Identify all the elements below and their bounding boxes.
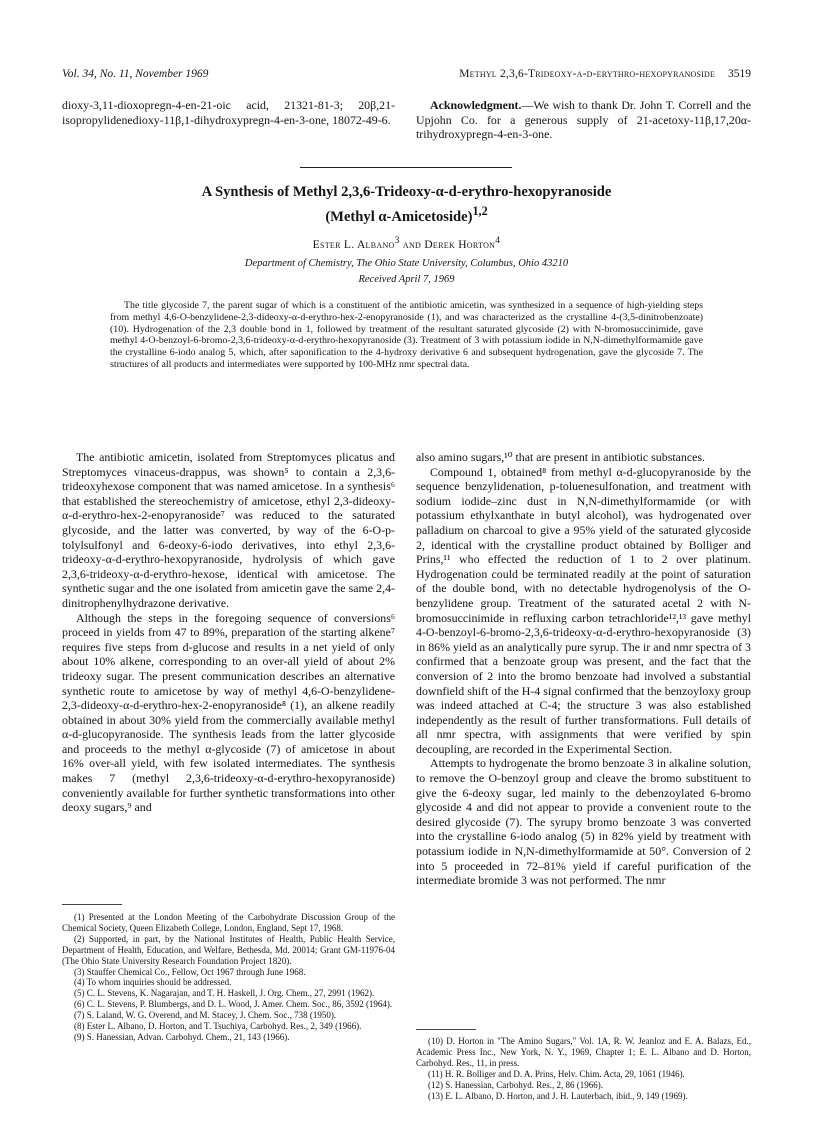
footnote: (5) C. L. Stevens, K. Nagarajan, and T. H. Haskell, J. Org. Chem., 27, 2991 (1962). <box>74 988 375 999</box>
page-number: 3519 <box>728 68 751 80</box>
author-2: Derek Horton <box>424 238 496 251</box>
acknowledgment-paragraph <box>416 98 751 142</box>
received-date: Received April 7, 1969 <box>358 273 455 285</box>
footnotes-right <box>416 1036 751 1101</box>
footnote: (4) To whom inquiries should be addressed. <box>74 977 232 988</box>
running-header <box>62 68 751 84</box>
running-title: Methyl 2,3,6-Trideoxy-α-d-erythro-hexopyranoside <box>459 68 716 80</box>
author-1-ref: 3 <box>394 234 400 246</box>
footnote: (1) Presented at the London Meeting of the Carbohydrate Discussion Group of the Chemical Society, Queen Elizabeth College, London, England, Sept 17, 1968. <box>62 912 395 933</box>
article-title <box>62 183 751 226</box>
title-line-1: A Synthesis of Methyl 2,3,6-Trideoxy-α-d-erythro-hexopyranoside <box>201 184 612 200</box>
footnotes-left <box>62 912 395 1043</box>
volume-info: Vol. 34, No. 11, November 1969 <box>62 68 209 80</box>
title-line-2: (Methyl α-Amicetoside) <box>325 208 473 225</box>
footnote: (6) C. L. Stevens, P. Blumbergs, and D. L. Wood, J. Amer. Chem. Soc., 86, 3592 (1964). <box>74 999 393 1010</box>
footnote: (3) Stauffer Chemical Co., Fellow, Oct 1967 through June 1968. <box>74 966 306 977</box>
authors <box>62 235 751 251</box>
article-header <box>62 183 751 285</box>
body-paragraph: Attempts to hydrogenate the bromo benzoate 3 in alkaline solution, to remove the O-benzoyl group and cleave the bromo substituent to give the 6-deoxy sugar, led mainly to the debenzoylated 6-bromo glycoside 4 and did not appear to provide a convenient route to the desired glycoside (7). The syrupy bromo benzoate 3 was converted into the crystalline 6-iodo analog (5) in 82% yield by treatment with potassium iodide in N,N-dimethylformamide at 50°. Conversion of 2 into 5 proceeded in 72–81% yield if careful purification of the intermediate bromide 3 was not performed. The nmr <box>416 756 751 888</box>
author-conjunction: and <box>402 238 422 251</box>
previous-article-tail <box>62 98 395 127</box>
affiliation: Department of Chemistry, The Ohio State University, Columbus, Ohio 43210 <box>244 257 569 269</box>
header-right <box>459 68 751 80</box>
abstract: The title glycoside 7, the parent sugar of which is a constituent of the antibiotic amicetin, was synthesized in a sequence of high-yielding steps from methyl 4,6-O-benzylidene-2,3-dideoxy-α-d-erythro-hex-2-enopyranoside (1), and was characterized as the crystalline 4-(3,5-dinitrobenzoate) (10). Hydrogenation of the 2,3 double bond in 1, followed by treatment of the resultant saturated glycoside (2) with N-bromosuccinimide, gave methyl 4-O-benzoyl-6-bromo-2,3,6-trideoxy-α-d-erythro-hexopyranoside (3). Treatment of 3 with potassium iodide in N,N-dimethylformamide gave the crystalline 6-iodo analog 5, which, after saponification to the 4-hydroxy derivative 6 and subsequent hydrogenation, gave the glycoside 7. The structures of all products and intermediates were supported by 100-MHz nmr spectral data. <box>110 300 703 370</box>
footnote: (10) D. Horton in "The Amino Sugars," Vol. 1A, R. W. Jeanloz and E. A. Balazs, Ed., Academic Press Inc., New York, N. Y., 1969, Chapter 1; E. L. Albano and D. Horton, Carbohyd. Res., 11, in press. <box>416 1036 751 1068</box>
title-footnote-ref: 1,2 <box>472 203 488 218</box>
acknowledgment-text: —We wish to thank Dr. John T. Correll and the Upjohn Co. for a generous supply of 21-acetoxy-11β,17,20α-trihydroxypregn-4-en-3-one. <box>416 98 751 142</box>
footnote-divider <box>416 1029 476 1030</box>
body-paragraph: Although the steps in the foregoing sequence of conversions⁶ proceed in yields from 47 to 89%, preparation of the starting alkene⁷ requires five steps from d-glucose and results in a net yield of only about 10% alkene, corresponding to an over-all yield of about 2% trideoxy sugar. The present communication describes an alternative synthetic route to amicetose by way of methyl 4,6-O-benzylidene-2,3-dideoxy-α-d-erythro-hex-2-enopyranoside⁸ (1), an alkene readily obtained in about 30% yield from the commercially available methyl α-d-glucopyranoside. The synthesis leads from the latter glycoside and proceeds to the methyl α-glycoside (7) of amicetose in about 16% over-all yield, with few isolated intermediates. The synthesis makes 7 (methyl 2,3,6-trideoxy-α-d-erythro-hexopyranoside) conveniently available for further synthetic transformations into other deoxy sugars,⁹ and <box>62 610 395 815</box>
footnote: (7) S. Laland, W. G. Overend, and M. Stacey, J. Chem. Soc., 738 (1950). <box>74 1010 337 1021</box>
registry-numbers: dioxy-3,11-dioxopregn-4-en-21-oic acid, 21321-81-3; 20β,21-isopropylidenedioxy-11β,1-dihydroxypregn-4-en-3-one, 18072-49-6. <box>62 98 395 127</box>
body-right-column <box>416 450 751 888</box>
author-2-ref: 4 <box>495 234 501 246</box>
footnote: (13) E. L. Albano, D. Horton, and J. H. Lauterbach, ibid., 9, 149 (1969). <box>428 1090 688 1101</box>
footnote: (11) H. R. Bolliger and D. A. Prins, Helv. Chim. Acta, 29, 1061 (1946). <box>428 1068 685 1079</box>
body-paragraph: The antibiotic amicetin, isolated from Streptomyces plicatus and Streptomyces vinaceus-drappus, was shown⁵ to contain a 2,3,6-trideoxyhexose component that was named amicetose. In a synthesis⁶ that established the stereochemistry of amicetose, ethyl 2,3-dideoxy-α-d-erythro-hex-2-enopyranoside⁷ was reduced to the saturated glycoside, and the latter was converted, by way of the 6-O-p-tolylsulfonyl and 6-deoxy-6-iodo derivatives, into ethyl 2,3,6-trideoxy-α-d-erythro-hexopyranoside, hydrolysis of which gave 2,3,6-trideoxy-α-d-erythro-hexose, identical with amicetose. The synthetic sugar and the one isolated from amicetin gave the same 2,4-dinitrophenylhydrazone derivative. <box>62 450 395 610</box>
body-paragraph: also amino sugars,¹⁰ that are present in antibiotic substances. <box>416 450 706 464</box>
acknowledgment <box>416 98 751 142</box>
footnote: (9) S. Hanessian, Advan. Carbohyd. Chem., 21, 143 (1966). <box>74 1031 290 1042</box>
body-left-column <box>62 450 395 815</box>
footnote-divider <box>62 904 122 905</box>
footnote: (12) S. Hanessian, Carbohyd. Res., 2, 86 (1966). <box>428 1079 603 1090</box>
section-divider <box>300 167 512 168</box>
acknowledgment-heading: Acknowledgment. <box>430 98 522 112</box>
footnote: (2) Supported, in part, by the National Institutes of Health, Public Health Service, Department of Health, Education, and Welfare, Bethesda, Md. 20014; Grant GM-11976-04 (The Ohio State University Research Foundation Project 1820). <box>62 933 395 966</box>
footnote: (8) Ester L. Albano, D. Horton, and T. Tsuchiya, Carbohyd. Res., 2, 349 (1966). <box>74 1021 362 1032</box>
author-1: Ester L. Albano <box>312 238 395 251</box>
body-paragraph: Compound 1, obtained⁸ from methyl α-d-glucopyranoside by the sequence benzylidenation, p-toluenesulfonation, and treatment with sodium iodide–zinc dust in N,N-dimethylformamide (or with potassium ethylxanthate in butyl alcohol), was hydrogenated over palladium on charcoal to give a 95% yield of the saturated glycoside 2, identical with the crystalline product obtained by Bolliger and Prins,¹¹ who effected the reduction of 1 to 2 over platinum. Hydrogenation could be terminated readily at the point of saturation of the double bond, with no detectable hydrogenolysis of the O-benzylidene group. Treatment of the saturated acetal 2 with N-bromosuccinimide in refluxing carbon tetrachloride¹²,¹³ gave methyl 4-O-benzoyl-6-bromo-2,3,6-trideoxy-α-d-erythro-hexopyranoside (3) in 86% yield as an analytically pure syrup. The ir and nmr spectra of 3 confirmed that a benzoate group was present, and the fact that the conversion of 2 into the bromo benzoate had involved a substantial downfield shift of the H-4 signal confirmed that the benzoyloxy group was indeed attached at C-4; the structure 3 was also established independently as the result of further transformations. Full details of all nmr spectra, with assignments that were verified by spin decoupling, are recorded in the Experimental Section. <box>416 464 751 756</box>
